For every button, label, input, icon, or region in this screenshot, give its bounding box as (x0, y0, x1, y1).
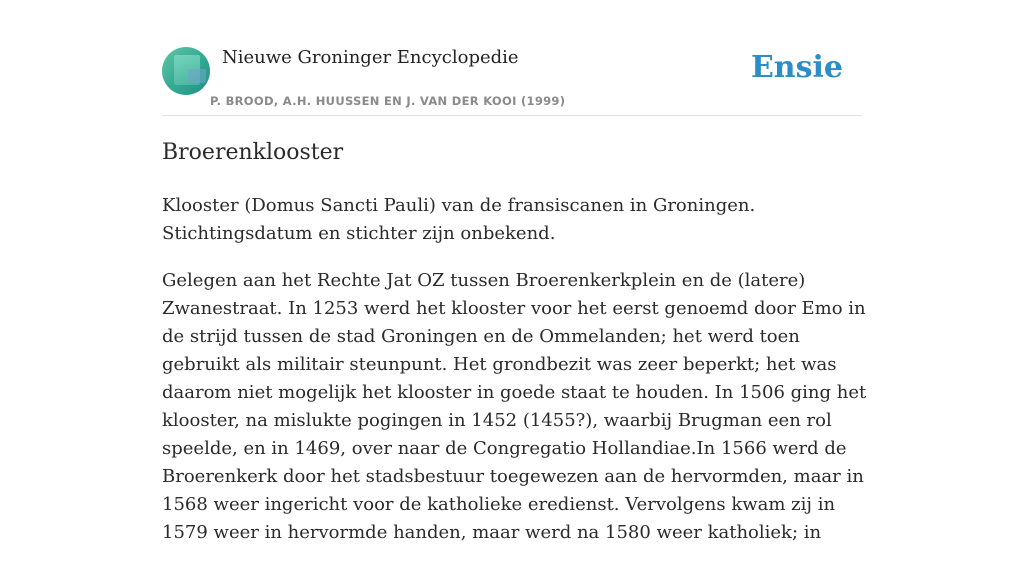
article-paragraph: Gelegen aan het Rechte Jat OZ tussen Broerenkerkplein en de (latere) Zwanestraat. In 1253 werd het klooster voor het eerst genoemd door Emo in de strijd tussen de stad Groningen en de Ommelanden; het werd toen gebruikt als militair steunpunt. Het grondbezit was zeer beperkt; het was daarom niet mogelijk het klooster in goede staat te houden. In 1506 ging het klooster, na mislukte pogingen in 1452 (1455?), waarbij Brugman een rol speelde, en in 1469, over naar de Congregatio Hollandiae.In 1566 werd de Broerenkerk door het stadsbestuur toegewezen aan de hervormden, maar in 1568 weer ingericht voor de katholieke eredienst. Vervolgens kwam zij in 1579 weer in hervormde handen, maar werd na 1580 weer katholiek; in (162, 270, 867, 543)
article-paragraph: Klooster (Domus Sancti Pauli) van de fransiscanen in Groningen. Stichtingsdatum en stichter zijn onbekend. (162, 195, 756, 244)
encyclopedia-avatar[interactable] (162, 47, 210, 95)
header (162, 44, 862, 116)
article-body (162, 192, 874, 566)
article-title: Broerenklooster (162, 140, 344, 165)
avatar-image-detail (188, 69, 206, 83)
encyclopedia-authors: P. BROOD, A.H. HUUSSEN EN J. VAN DER KOOI (1999) (210, 94, 566, 108)
encyclopedia-title[interactable]: Nieuwe Groninger Encyclopedie (222, 47, 519, 68)
ensie-logo[interactable]: Ensie (750, 50, 843, 85)
